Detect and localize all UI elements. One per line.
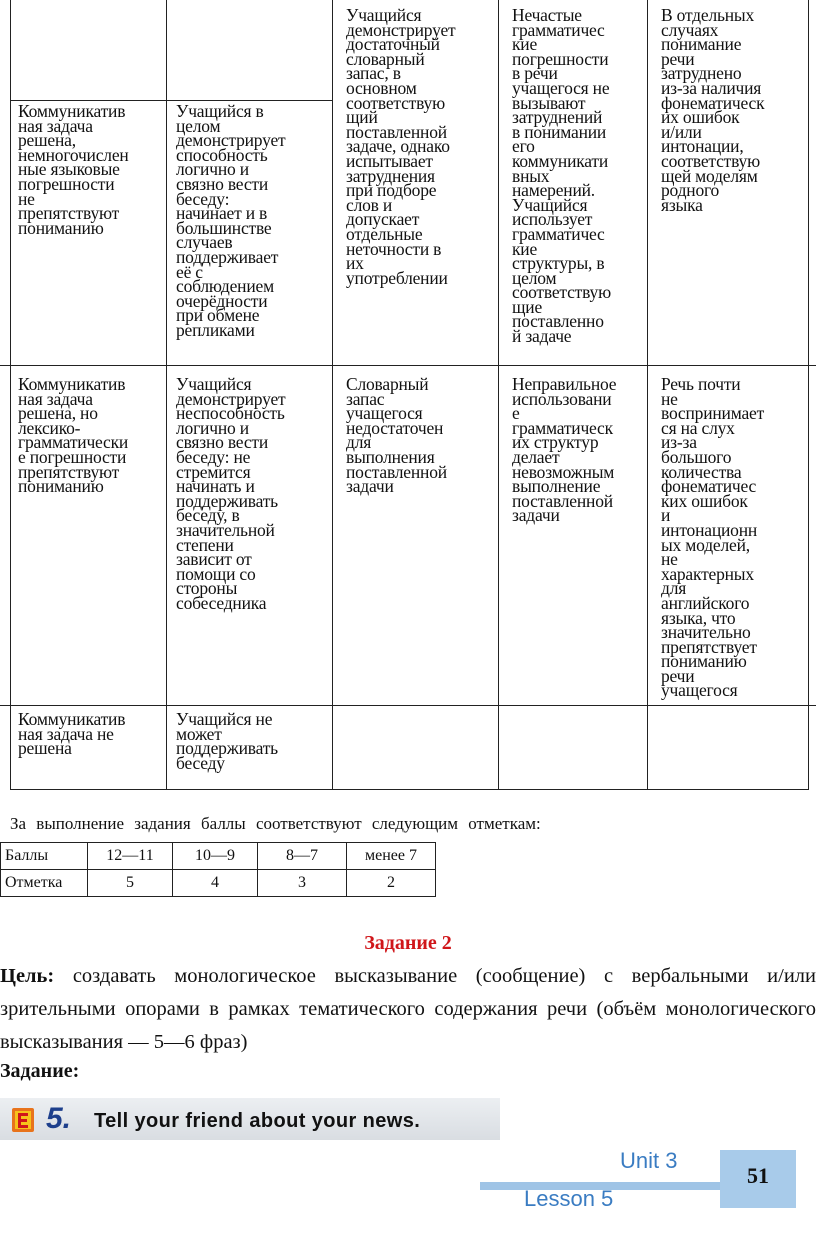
task2-task-label: Задание: xyxy=(0,1060,80,1082)
mark-cell: 5 xyxy=(88,870,173,897)
points-cell: 8—7 xyxy=(258,843,347,870)
points-cell: 12—11 xyxy=(88,843,173,870)
row1-interaction: Учащийся в целом демонстрирует способность логично и связно вести беседу: начинает и в большинстве случаев поддерживает её с соблюдением очерёдности при обмене репликами xyxy=(176,101,286,340)
row3-interaction: Учащийся не может поддерживать беседу xyxy=(176,709,278,773)
row2-pronunciation: Речь почти не воспринимает ся на слух из-за большого количества фонематичес ких ошибок и интонационн ых моделей, не характерных для английского языка, что значительно препятствует пониманию речи учащегося xyxy=(661,374,765,701)
points-cell: менее 7 xyxy=(347,843,436,870)
row1-grammar: Нечастые грамматичес кие погрешности в речи учащегося не вызывают затруднений в понимании его коммуникати вных намерений. Учащийся использует грамматичес кие структуры, в целом соответствую щие поставленно й задаче xyxy=(512,5,611,347)
table-row xyxy=(1,843,436,870)
task2-title: Задание 2 xyxy=(364,932,452,954)
row2-vocabulary: Словарный запас учащегося недостаточен для выполнения поставленной задачи xyxy=(346,374,447,497)
exercise-number: 5. xyxy=(46,1102,72,1135)
table-row xyxy=(1,870,436,897)
row-label-mark: Отметка xyxy=(1,870,88,897)
mark-cell: 3 xyxy=(258,870,347,897)
row-label-points: Баллы xyxy=(1,843,88,870)
row1-vocabulary: Учащийся демонстрирует достаточный словарный запас, в основном соответствую щий поставленной задаче, однако испытывает затруднения при подборе слов и допускает отдельные неточности в их употреблении xyxy=(346,5,456,288)
row2-grammar: Неправильное использовани е грамматическ их структур делает невозможным выполнение поставленной задачи xyxy=(512,374,617,526)
lesson-label: Lesson 5 xyxy=(524,1186,614,1211)
goal-text: создавать монологическое высказывание (сообщение) с вербальными и/или зрительными опорами в рамках тематического содержания речи (объём монологического высказывания — 5—6 фраз) xyxy=(0,965,816,1053)
mark-cell: 2 xyxy=(347,870,436,897)
row1-pronunciation: В отдельных случаях понимание речи затруднено из-за наличия фонематическ их ошибок и/или интонации, соответствую щей моделям родного языка xyxy=(661,5,765,215)
row2-communicative-task: Коммуникатив ная задача решена, но лексико- грамматически е погрешности препятствуют пониманию xyxy=(18,374,129,497)
scores-table xyxy=(0,842,436,897)
exercise-e-icon xyxy=(12,1108,34,1132)
row3-communicative-task: Коммуникатив ная задача не решена xyxy=(18,709,126,759)
task2-goal xyxy=(0,960,816,1059)
points-cell: 10—9 xyxy=(173,843,258,870)
mark-cell: 4 xyxy=(173,870,258,897)
page-number: 51 xyxy=(747,1163,769,1188)
row1-communicative-task: Коммуникатив ная задача решена, немногочислен ные языковые погрешности не препятствуют пониманию xyxy=(18,101,129,238)
unit-label: Unit 3 xyxy=(620,1148,678,1173)
goal-label: Цель: xyxy=(0,965,55,987)
scores-note: За выполнение задания баллы соответствуют следующим отметкам: xyxy=(10,814,541,833)
exercise-text: Tell your friend about your news. xyxy=(94,1110,421,1132)
row2-interaction: Учащийся демонстрирует неспособность логично и связно вести беседу: не стремится начинать и поддерживать беседу, в значительной степени зависит от помощи со стороны собеседника xyxy=(176,374,286,613)
